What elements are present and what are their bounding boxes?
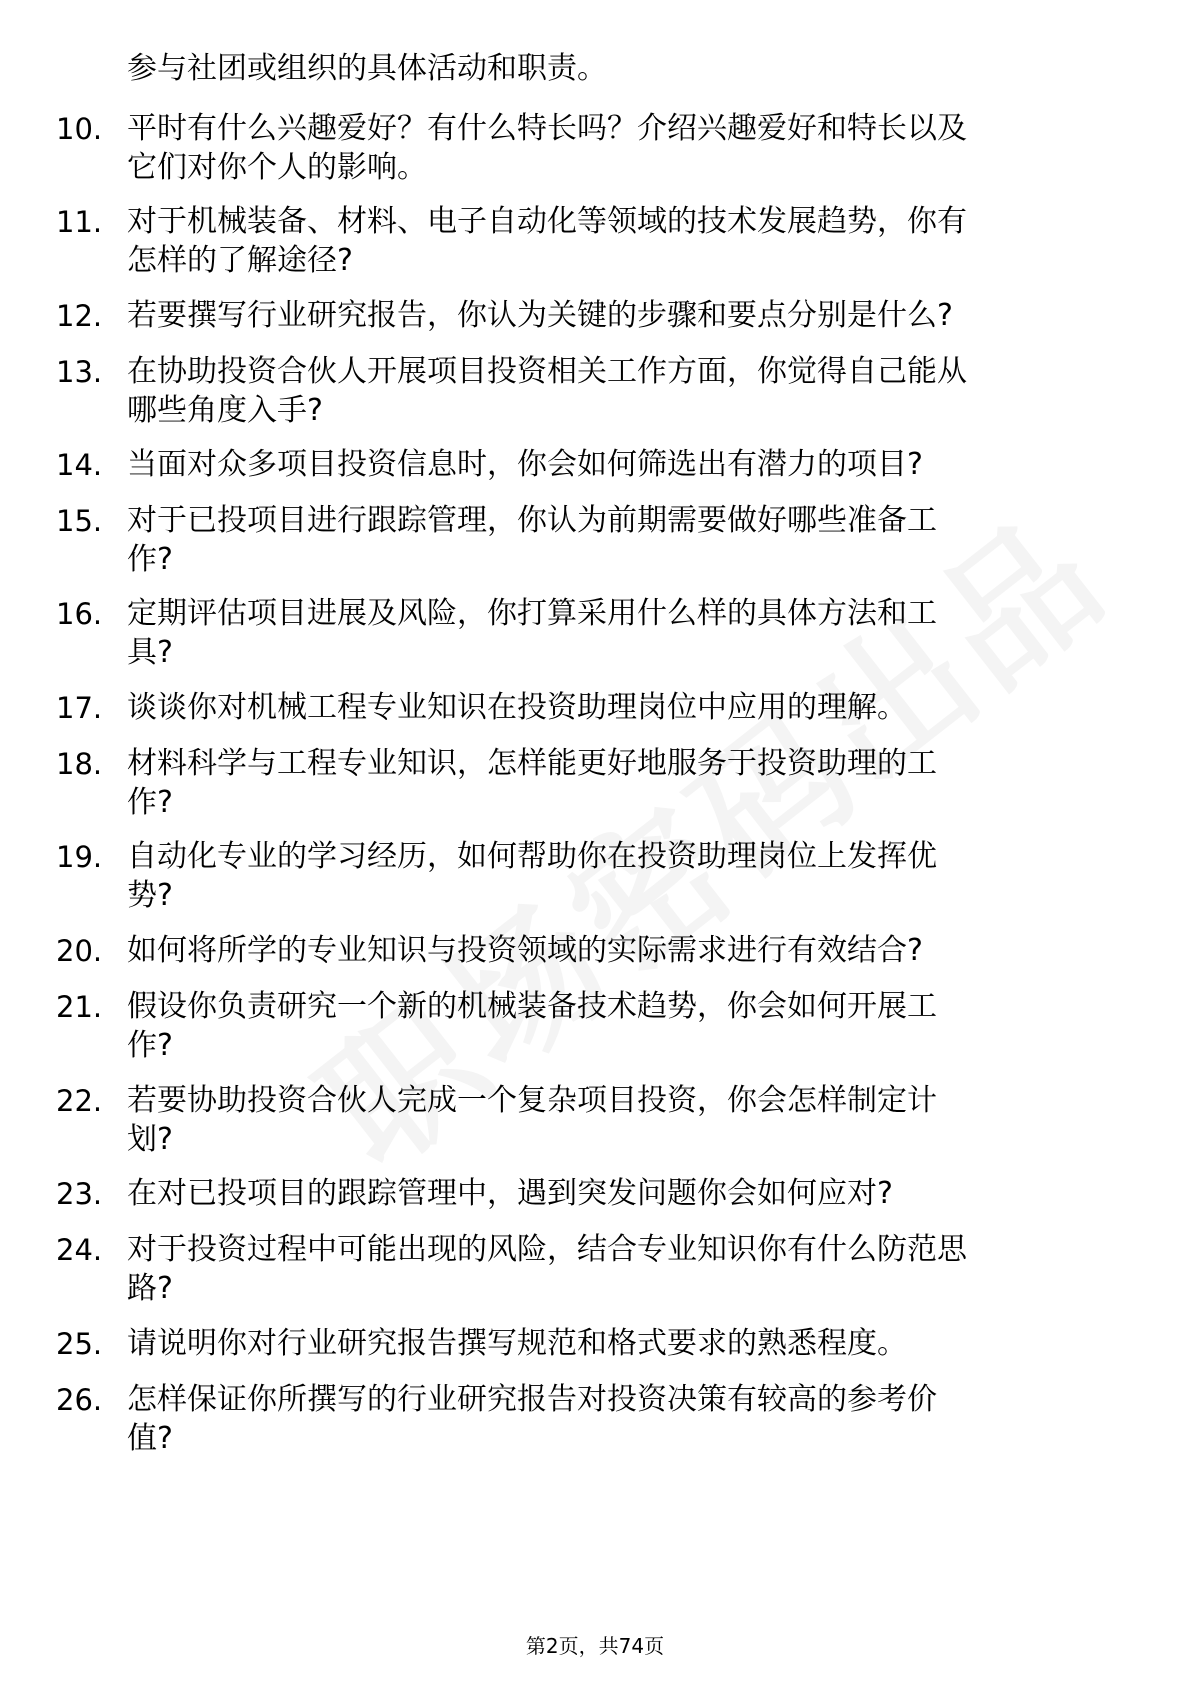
question-text-line2: 划?: [127, 1122, 173, 1157]
question-number: 14.: [56, 448, 103, 482]
question-number: 26.: [56, 1383, 103, 1417]
question-number: 16.: [56, 597, 103, 631]
question-number: 19.: [56, 840, 103, 874]
question-text-line1: 在协助投资合伙人开展项目投资相关工作方面，你觉得自己能从: [127, 354, 967, 389]
question-number: 25.: [56, 1327, 103, 1361]
question-number: 23.: [56, 1177, 103, 1211]
question-text-line1: 对于机械装备、材料、电子自动化等领域的技术发展趋势，你有: [127, 204, 967, 239]
question-text-line2: 怎样的了解途径?: [127, 243, 353, 278]
question-text-line1: 谈谈你对机械工程专业知识在投资助理岗位中应用的理解。: [127, 690, 907, 725]
question-text-line1: 若要撰写行业研究报告，你认为关键的步骤和要点分别是什么?: [127, 298, 953, 333]
question-text-line1: 请说明你对行业研究报告撰写规范和格式要求的熟悉程度。: [127, 1326, 907, 1361]
question-number: 12.: [56, 299, 103, 333]
question-text-line2: 势?: [127, 878, 173, 913]
question-number: 21.: [56, 990, 103, 1024]
question-text-line1: 怎样保证你所撰写的行业研究报告对投资决策有较高的参考价: [127, 1382, 937, 1417]
question-number: 22.: [56, 1084, 103, 1118]
question-text-line1: 平时有什么兴趣爱好？有什么特长吗？介绍兴趣爱好和特长以及: [127, 111, 967, 146]
question-text-line2: 作?: [127, 542, 173, 577]
question-number: 18.: [56, 747, 103, 781]
question-text-line1: 材料科学与工程专业知识，怎样能更好地服务于投资助理的工: [127, 746, 937, 781]
question-continuation-line: 参与社团或组织的具体活动和职责。: [127, 51, 607, 86]
question-text-line1: 对于已投项目进行跟踪管理，你认为前期需要做好哪些准备工: [127, 503, 937, 538]
question-text-line1: 在对已投项目的跟踪管理中，遇到突发问题你会如何应对?: [127, 1176, 893, 1211]
question-text-line1: 对于投资过程中可能出现的风险，结合专业知识你有什么防范思: [127, 1232, 967, 1267]
question-text-line2: 哪些角度入手?: [127, 393, 323, 428]
question-text-line2: 作?: [127, 1028, 173, 1063]
question-number: 11.: [56, 205, 103, 239]
question-number: 13.: [56, 355, 103, 389]
question-text-line2: 值?: [127, 1421, 173, 1456]
question-text-line1: 自动化专业的学习经历，如何帮助你在投资助理岗位上发挥优: [127, 839, 937, 874]
question-text-line1: 当面对众多项目投资信息时，你会如何筛选出有潜力的项目?: [127, 447, 923, 482]
question-number: 15.: [56, 504, 103, 538]
question-number: 20.: [56, 934, 103, 968]
question-text-line1: 若要协助投资合伙人完成一个复杂项目投资，你会怎样制定计: [127, 1083, 937, 1118]
question-number: 24.: [56, 1233, 103, 1267]
question-text-line2: 具?: [127, 635, 173, 670]
question-text-line1: 如何将所学的专业知识与投资领域的实际需求进行有效结合?: [127, 933, 923, 968]
question-text-line2: 它们对你个人的影响。: [127, 150, 427, 185]
question-text-line1: 定期评估项目进展及风险，你打算采用什么样的具体方法和工: [127, 596, 937, 631]
page-number-footer: 第2页，共74页: [525, 1634, 665, 1658]
question-text-line1: 假设你负责研究一个新的机械装备技术趋势，你会如何开展工: [127, 989, 937, 1024]
question-text-line2: 路?: [127, 1271, 173, 1306]
question-number: 17.: [56, 691, 103, 725]
question-number: 10.: [56, 112, 103, 146]
question-text-line2: 作?: [127, 785, 173, 820]
